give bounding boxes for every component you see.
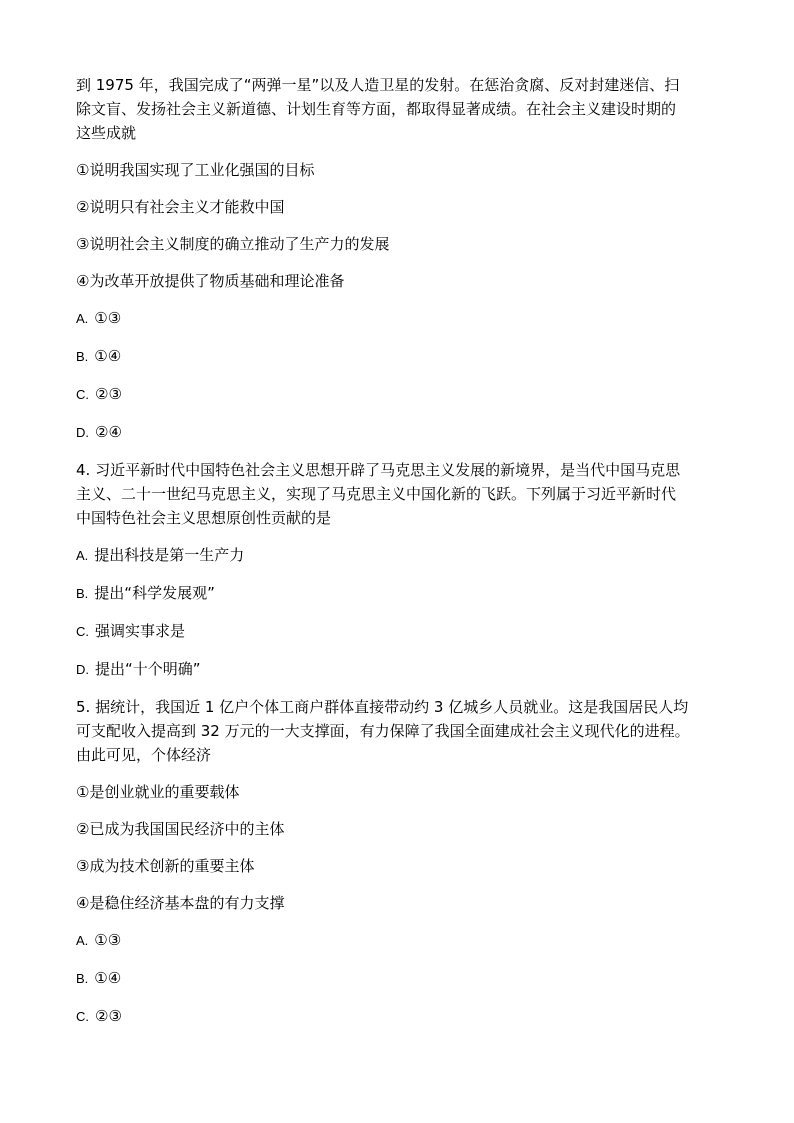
- statement-1: ①说明我国实现了工业化强国的目标: [76, 161, 315, 179]
- option-text: 提出“科学发展观”: [94, 584, 215, 602]
- option-letter: B.: [76, 349, 89, 364]
- question-3-stem: [76, 73, 754, 145]
- option-letter: B.: [76, 586, 89, 601]
- option-a: [76, 928, 754, 953]
- stem-line: 主义、二十一世纪马克思主义，实现了马克思主义中国化新的飞跃。下列属于习近平新时代: [76, 485, 677, 503]
- question-5: [76, 695, 754, 1029]
- stem-line: 到 1975 年，我国完成了“两弹一星”以及人造卫星的发射。在惩治贪腐、反对封建迷信、扫: [76, 76, 680, 94]
- stem-line: 可支配收入提高到 32 万元的一大支撑面，有力保障了我国全面建成社会主义现代化的进程。: [76, 722, 690, 740]
- statement-2: ②已成为我国国民经济中的主体: [76, 820, 285, 838]
- option-text: ②④: [95, 423, 122, 441]
- statement-2: ②说明只有社会主义才能救中国: [76, 198, 285, 216]
- option-text: ①③: [94, 309, 122, 327]
- option-text: ①④: [94, 969, 122, 987]
- option-d: [76, 420, 754, 445]
- question-4-stem: [76, 458, 754, 530]
- question-5-stem: [76, 695, 754, 767]
- option-letter: C.: [76, 387, 89, 402]
- stem-line: 除文盲、发扬社会主义新道德、计划生育等方面，都取得显著成绩。在社会主义建设时期的: [76, 100, 677, 118]
- option-b: [76, 581, 754, 606]
- option-a: [76, 543, 754, 568]
- option-letter: A.: [76, 311, 89, 326]
- option-letter: A.: [76, 933, 89, 948]
- option-b: [76, 966, 754, 991]
- option-text: ①③: [94, 931, 122, 949]
- option-text: ②③: [95, 1007, 122, 1025]
- option-text: 强调实事求是: [95, 622, 186, 640]
- option-c: [76, 1004, 754, 1029]
- statement-1: ①是创业就业的重要载体: [76, 783, 240, 801]
- stem-line: 这些成就: [76, 124, 137, 142]
- stem-line: 4. 习近平新时代中国特色社会主义思想开辟了马克思主义发展的新境界，是当代中国马克思: [76, 461, 681, 479]
- option-text: ①④: [94, 347, 122, 365]
- stem-line: 中国特色社会主义思想原创性贡献的是: [76, 509, 332, 527]
- statement-4: ④为改革开放提供了物质基础和理论准备: [76, 272, 345, 290]
- statement-3: ③说明社会主义制度的确立推动了生产力的发展: [76, 235, 390, 253]
- question-3: [76, 73, 754, 445]
- option-letter: C.: [76, 624, 89, 639]
- option-letter: B.: [76, 971, 89, 986]
- option-letter: A.: [76, 548, 89, 563]
- question-4: [76, 458, 754, 682]
- option-letter: C.: [76, 1009, 89, 1024]
- stem-line: 5. 据统计，我国近 1 亿户个体工商户群体直接带动约 3 亿城乡人员就业。这是我国居民人均: [76, 698, 689, 716]
- statement-3: ③成为技术创新的重要主体: [76, 857, 255, 875]
- option-d: [76, 657, 754, 682]
- option-c: [76, 382, 754, 407]
- option-letter: D.: [76, 662, 89, 677]
- option-text: 提出“十个明确”: [95, 660, 201, 678]
- stem-line: 由此可见，个体经济: [76, 746, 212, 764]
- option-text: ②③: [95, 385, 122, 403]
- option-a: [76, 306, 754, 331]
- option-c: [76, 619, 754, 644]
- option-b: [76, 344, 754, 369]
- option-letter: D.: [76, 425, 89, 440]
- statement-4: ④是稳住经济基本盘的有力支撑: [76, 894, 285, 912]
- option-text: 提出科技是第一生产力: [94, 546, 245, 564]
